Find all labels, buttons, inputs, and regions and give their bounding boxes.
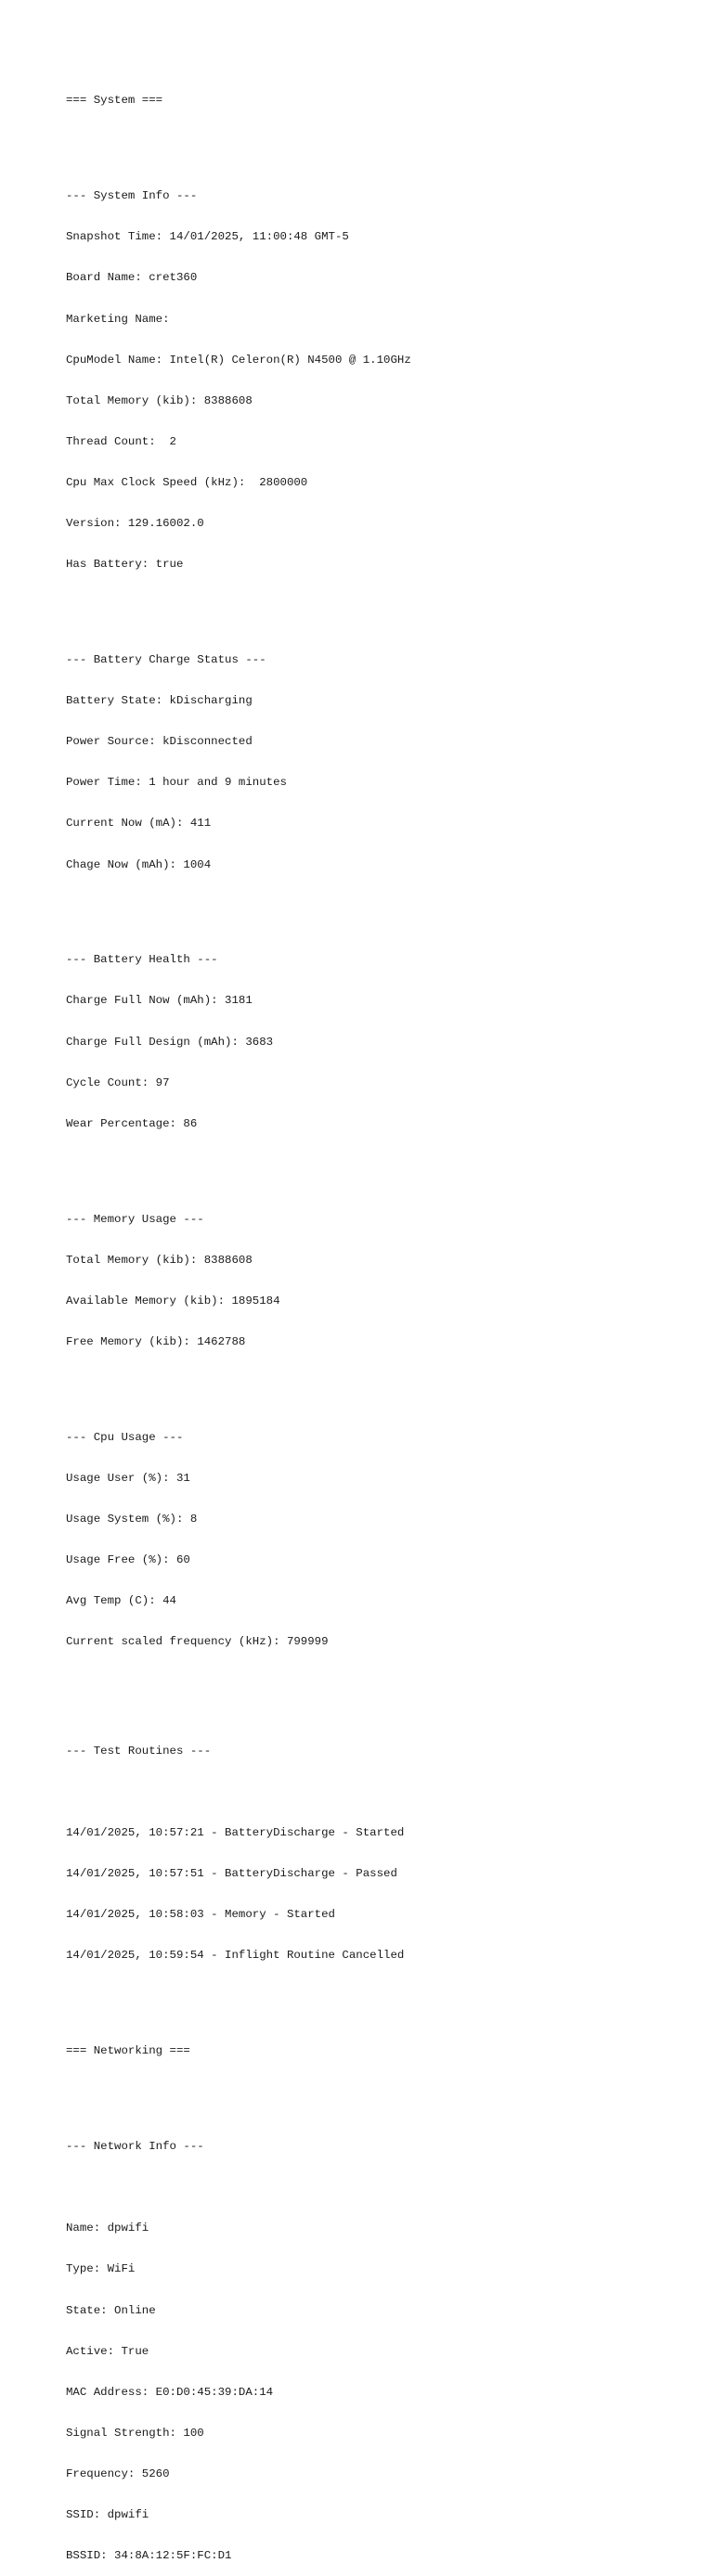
mac-address-line: MAC Address: E0:D0:45:39:DA:14 bbox=[66, 2385, 274, 2399]
memory-usage-heading: --- Memory Usage --- bbox=[66, 1212, 204, 1226]
thread-count-line: Thread Count: 2 bbox=[66, 434, 176, 448]
routine-log-line: 14/01/2025, 10:57:51 - BatteryDischarge - Passed bbox=[66, 1867, 397, 1881]
marketing-name-line: Marketing Name: bbox=[66, 312, 170, 326]
usage-free-line: Usage Free (%): 60 bbox=[66, 1553, 190, 1567]
power-time-line: Power Time: 1 hour and 9 minutes bbox=[66, 776, 287, 790]
total-memory-line: Total Memory (kib): 8388608 bbox=[66, 393, 253, 407]
network-type-line: Type: WiFi bbox=[66, 2262, 136, 2276]
version-line: Version: 129.16002.0 bbox=[66, 517, 204, 531]
bssid-line: BSSID: 34:8A:12:5F:FC:D1 bbox=[66, 2549, 232, 2563]
charge-full-design-line: Charge Full Design (mAh): 3683 bbox=[66, 1035, 274, 1049]
wear-percentage-line: Wear Percentage: 86 bbox=[66, 1116, 198, 1130]
battery-charge-heading: --- Battery Charge Status --- bbox=[66, 653, 266, 667]
scaled-frequency-line: Current scaled frequency (kHz): 799999 bbox=[66, 1635, 329, 1649]
charge-now-line: Chage Now (mAh): 1004 bbox=[66, 857, 212, 871]
routine-log-line: 14/01/2025, 10:58:03 - Memory - Started bbox=[66, 1908, 335, 1922]
networking-heading: === Networking === bbox=[66, 2044, 190, 2058]
memory-available-line: Available Memory (kib): 1895184 bbox=[66, 1294, 280, 1307]
test-routines-heading: --- Test Routines --- bbox=[66, 1744, 212, 1758]
current-now-line: Current Now (mA): 411 bbox=[66, 817, 212, 831]
usage-system-line: Usage System (%): 8 bbox=[66, 1513, 198, 1526]
memory-free-line: Free Memory (kib): 1462788 bbox=[66, 1334, 246, 1348]
usage-user-line: Usage User (%): 31 bbox=[66, 1471, 190, 1485]
snapshot-time-line: Snapshot Time: 14/01/2025, 11:00:48 GMT-5 bbox=[66, 230, 349, 244]
memory-total-line: Total Memory (kib): 8388608 bbox=[66, 1253, 253, 1267]
diagnostics-log bbox=[66, 67, 411, 2576]
signal-strength-line: Signal Strength: 100 bbox=[66, 2426, 204, 2440]
routine-log-line: 14/01/2025, 10:59:54 - Inflight Routine Cancelled bbox=[66, 1949, 405, 1963]
cycle-count-line: Cycle Count: 97 bbox=[66, 1075, 170, 1089]
system-info-heading: --- System Info --- bbox=[66, 189, 198, 203]
frequency-line: Frequency: 5260 bbox=[66, 2467, 170, 2480]
routine-log-line: 14/01/2025, 10:57:21 - BatteryDischarge - Started bbox=[66, 1826, 405, 1840]
has-battery-line: Has Battery: true bbox=[66, 558, 184, 572]
network-name-line: Name: dpwifi bbox=[66, 2222, 149, 2235]
avg-temp-line: Avg Temp (C): 44 bbox=[66, 1594, 176, 1608]
charge-full-now-line: Charge Full Now (mAh): 3181 bbox=[66, 994, 253, 1008]
battery-health-heading: --- Battery Health --- bbox=[66, 953, 218, 967]
ssid-line: SSID: dpwifi bbox=[66, 2507, 149, 2521]
network-info-heading: --- Network Info --- bbox=[66, 2140, 204, 2154]
network-active-line: Active: True bbox=[66, 2344, 149, 2358]
battery-state-line: Battery State: kDischarging bbox=[66, 694, 253, 708]
network-state-line: State: Online bbox=[66, 2303, 156, 2317]
cpu-model-line: CpuModel Name: Intel(R) Celeron(R) N4500 @ 1.10GHz bbox=[66, 353, 411, 367]
power-source-line: Power Source: kDisconnected bbox=[66, 735, 253, 749]
cpu-max-clock-line: Cpu Max Clock Speed (kHz): 2800000 bbox=[66, 475, 308, 489]
cpu-usage-heading: --- Cpu Usage --- bbox=[66, 1430, 184, 1444]
system-heading: === System === bbox=[66, 94, 163, 108]
board-name-line: Board Name: cret360 bbox=[66, 271, 198, 285]
